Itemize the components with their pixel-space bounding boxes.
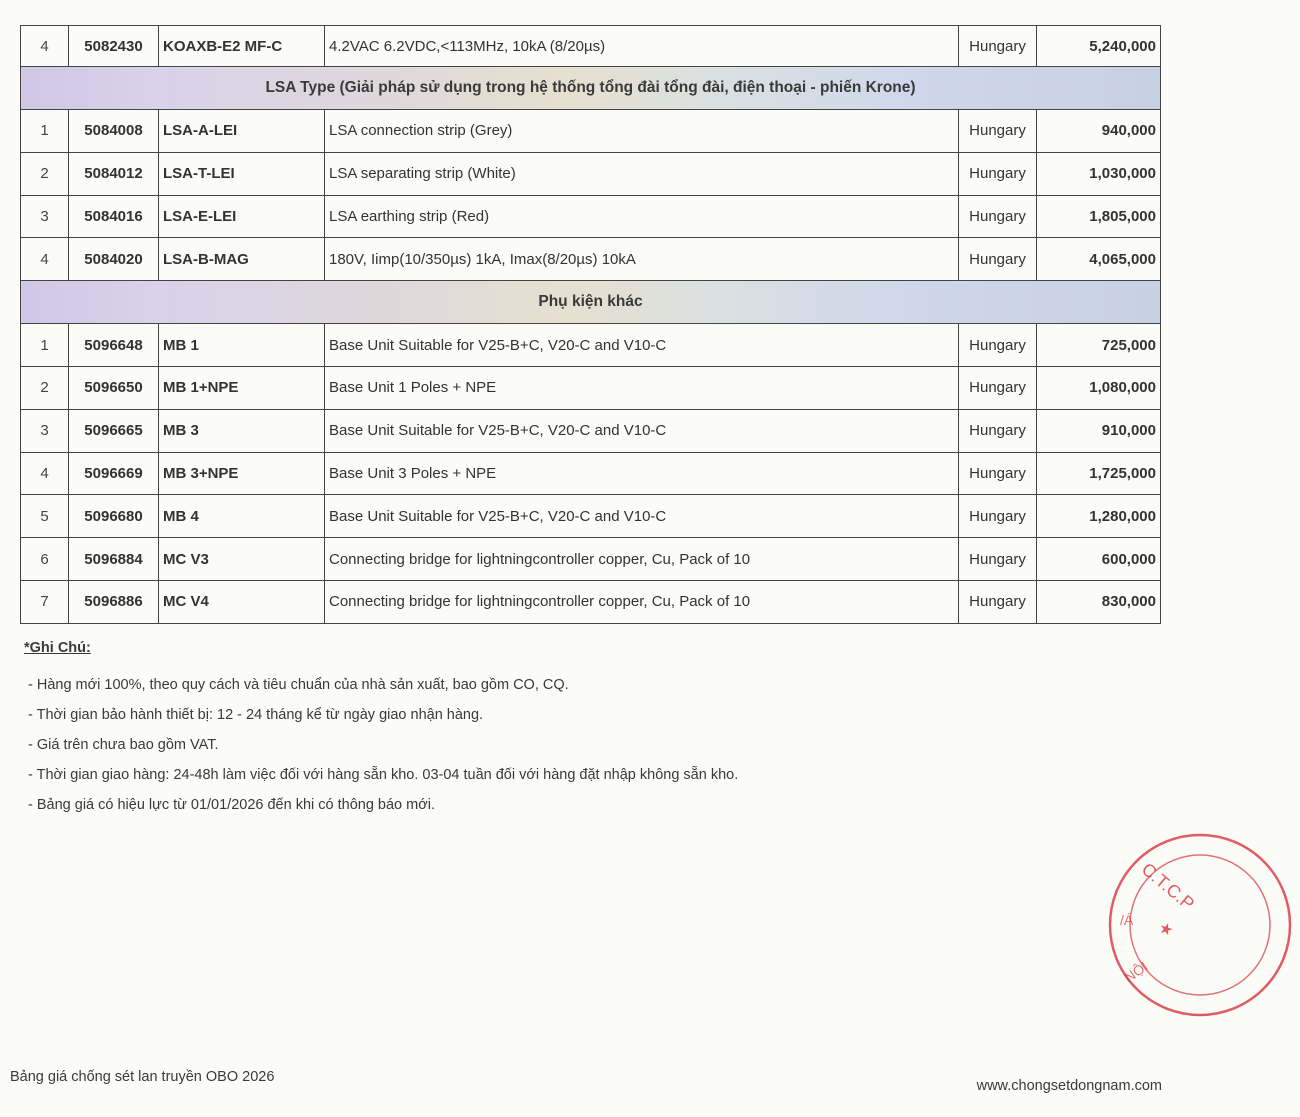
product-code: 5096680 (69, 495, 159, 538)
product-code: 5096650 (69, 366, 159, 409)
section-title: LSA Type (Giải pháp sử dụng trong hệ thống tổng đài tổng đài, điện thoại - phiến Krone) (21, 67, 1161, 110)
footer-document-title: Bảng giá chống sét lan truyền OBO 2026 (10, 1069, 275, 1085)
table-row (21, 409, 1161, 452)
product-origin: Hungary (959, 110, 1037, 153)
product-origin: Hungary (959, 195, 1037, 238)
product-price: 725,000 (1037, 324, 1161, 367)
table-row (21, 452, 1161, 495)
table-row (21, 538, 1161, 581)
product-code: 5084020 (69, 238, 159, 281)
company-seal-stamp (1100, 825, 1199, 1025)
product-code: 5082430 (69, 26, 159, 67)
row-number: 4 (21, 238, 69, 281)
product-origin: Hungary (959, 580, 1037, 623)
product-origin: Hungary (959, 452, 1037, 495)
section-title: Phụ kiện khác (21, 281, 1161, 324)
product-price: 5,240,000 (1037, 26, 1161, 67)
product-model: KOAXB-E2 MF-C (159, 26, 325, 67)
product-description: Connecting bridge for lightningcontroller copper, Cu, Pack of 10 (325, 580, 959, 623)
product-code: 5084016 (69, 195, 159, 238)
row-number: 5 (21, 495, 69, 538)
note-item: - Thời gian bảo hành thiết bị: 12 - 24 tháng kể từ ngày giao nhận hàng. (28, 707, 484, 723)
product-origin: Hungary (959, 409, 1037, 452)
row-number: 4 (21, 452, 69, 495)
product-price: 910,000 (1037, 409, 1161, 452)
product-price: 600,000 (1037, 538, 1161, 581)
row-number: 3 (21, 409, 69, 452)
row-number: 1 (21, 110, 69, 153)
price-table (20, 25, 1161, 624)
row-number: 6 (21, 538, 69, 581)
product-price: 1,080,000 (1037, 366, 1161, 409)
svg-text:/Á: /Á (1120, 912, 1134, 928)
product-price: 1,280,000 (1037, 495, 1161, 538)
product-description: Base Unit Suitable for V25-B+C, V20-C and V10-C (325, 409, 959, 452)
product-origin: Hungary (959, 366, 1037, 409)
row-number: 2 (21, 152, 69, 195)
product-model: LSA-E-LEI (159, 195, 325, 238)
table-row (21, 238, 1161, 281)
product-model: MB 4 (159, 495, 325, 538)
product-origin: Hungary (959, 495, 1037, 538)
row-number: 1 (21, 324, 69, 367)
product-model: MC V3 (159, 538, 325, 581)
product-price: 1,805,000 (1037, 195, 1161, 238)
product-origin: Hungary (959, 538, 1037, 581)
notes-list (24, 670, 738, 820)
product-description: Connecting bridge for lightningcontroller copper, Cu, Pack of 10 (325, 538, 959, 581)
product-origin: Hungary (959, 324, 1037, 367)
row-number: 2 (21, 366, 69, 409)
product-price: 940,000 (1037, 110, 1161, 153)
product-description: Base Unit Suitable for V25-B+C, V20-C and V10-C (325, 495, 959, 538)
product-description: LSA separating strip (White) (325, 152, 959, 195)
table-row (21, 152, 1161, 195)
footer-website-link[interactable]: www.chongsetdongnam.com (976, 1078, 1162, 1094)
note-item: - Giá trên chưa bao gồm VAT. (28, 737, 219, 753)
product-origin: Hungary (959, 152, 1037, 195)
product-description: LSA connection strip (Grey) (325, 110, 959, 153)
product-code: 5096886 (69, 580, 159, 623)
svg-text:C.T.C.P: C.T.C.P (1137, 858, 1199, 915)
table-body (21, 26, 1161, 624)
table-row (21, 26, 1161, 67)
row-number: 3 (21, 195, 69, 238)
product-description: 4.2VAC 6.2VDC,<113MHz, 10kA (8/20µs) (325, 26, 959, 67)
note-item: - Bảng giá có hiệu lực từ 01/01/2026 đến khi có thông báo mới. (28, 797, 435, 813)
product-model: MB 3+NPE (159, 452, 325, 495)
table-row (21, 580, 1161, 623)
product-model: MC V4 (159, 580, 325, 623)
product-description: Base Unit 1 Poles + NPE (325, 366, 959, 409)
product-description: Base Unit Suitable for V25-B+C, V20-C and V10-C (325, 324, 959, 367)
product-origin: Hungary (959, 238, 1037, 281)
svg-text:NỘI: NỘI (1121, 958, 1151, 986)
product-code: 5084008 (69, 110, 159, 153)
table-row (21, 110, 1161, 153)
product-price: 4,065,000 (1037, 238, 1161, 281)
note-item: - Hàng mới 100%, theo quy cách và tiêu chuẩn của nhà sản xuất, bao gồm CO, CQ. (28, 677, 569, 693)
product-model: LSA-T-LEI (159, 152, 325, 195)
product-description: 180V, Iimp(10/350µs) 1kA, Imax(8/20µs) 10kA (325, 238, 959, 281)
product-code: 5096648 (69, 324, 159, 367)
product-price: 830,000 (1037, 580, 1161, 623)
table-row (21, 366, 1161, 409)
product-model: MB 1+NPE (159, 366, 325, 409)
svg-text:★: ★ (1157, 922, 1174, 937)
table-row (21, 195, 1161, 238)
product-model: MB 1 (159, 324, 325, 367)
notes-title: *Ghi Chú: (24, 640, 91, 656)
note-item: - Thời gian giao hàng: 24-48h làm việc đối với hàng sẵn kho. 03-04 tuần đối với hàng đặt nhập không sẵn kho. (28, 767, 739, 783)
product-code: 5096884 (69, 538, 159, 581)
product-price: 1,030,000 (1037, 152, 1161, 195)
row-number: 7 (21, 580, 69, 623)
product-code: 5096669 (69, 452, 159, 495)
product-model: MB 3 (159, 409, 325, 452)
table-row (21, 495, 1161, 538)
product-origin: Hungary (959, 26, 1037, 67)
table-row (21, 324, 1161, 367)
notes-section (24, 640, 738, 820)
product-model: LSA-A-LEI (159, 110, 325, 153)
row-number: 4 (21, 26, 69, 67)
product-model: LSA-B-MAG (159, 238, 325, 281)
product-code: 5084012 (69, 152, 159, 195)
product-description: LSA earthing strip (Red) (325, 195, 959, 238)
product-description: Base Unit 3 Poles + NPE (325, 452, 959, 495)
section-header-row (21, 67, 1161, 110)
product-price: 1,725,000 (1037, 452, 1161, 495)
section-header-row (21, 281, 1161, 324)
product-code: 5096665 (69, 409, 159, 452)
